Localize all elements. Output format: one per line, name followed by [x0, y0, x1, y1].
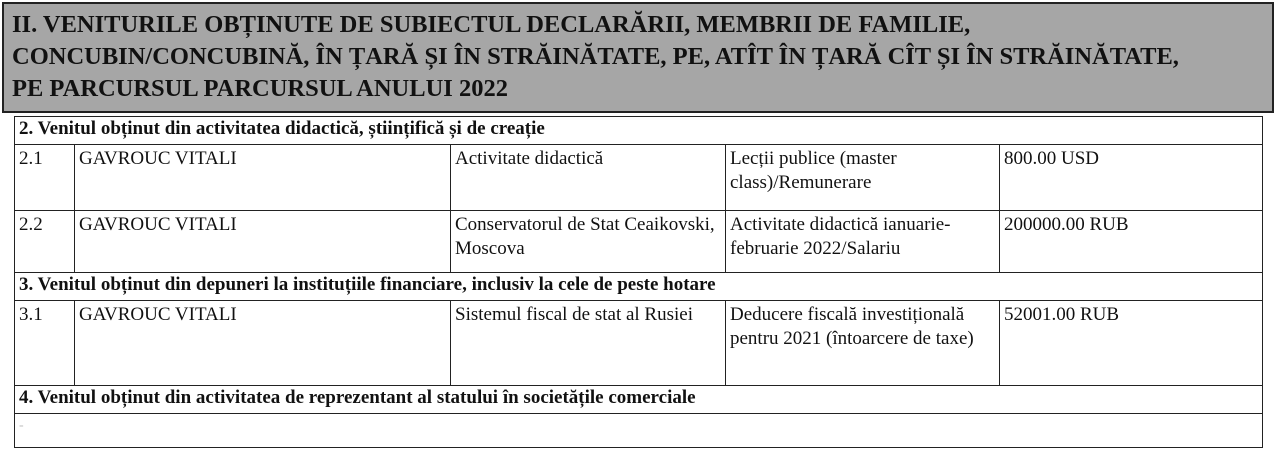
income-source: Conservatorul de Stat Ceaikovski, Moscova: [451, 211, 726, 273]
section-title-line-2: CONCUBIN/CONCUBINĂ, ÎN ȚARĂ ȘI ÎN STRĂINĂTATE, PE, ATÎT ÎN ȚARĂ CÎT ȘI ÎN STRĂINĂTATE,: [12, 43, 1179, 70]
person-name: GAVROUC VITALI: [75, 211, 451, 273]
income-description: Activitate didactică ianuarie-februarie 2022/Salariu: [726, 211, 1000, 273]
table-row: [15, 301, 1263, 386]
person-name: GAVROUC VITALI: [75, 301, 451, 386]
income-description: Lecții publice (master class)/Remunerare: [726, 145, 1000, 211]
income-amount: 200000.00 RUB: [1000, 211, 1263, 273]
row-number: 2.2: [15, 211, 75, 273]
person-name: GAVROUC VITALI: [75, 145, 451, 211]
empty-value: -: [15, 414, 1263, 448]
income-source: Sistemul fiscal de stat al Rusiei: [451, 301, 726, 386]
income-description: Deducere fiscală investițională pentru 2021 (întoarcere de taxe): [726, 301, 1000, 386]
section-row: [15, 117, 1263, 145]
table-row: [15, 211, 1263, 273]
income-amount: 800.00 USD: [1000, 145, 1263, 211]
section-title-line-3: PE PARCURSUL PARCURSUL ANULUI 2022: [12, 75, 508, 102]
income-table: [14, 116, 1263, 448]
income-amount: 52001.00 RUB: [1000, 301, 1263, 386]
section-3-title: 3. Venitul obținut din depuneri la instituțiile financiare, inclusiv la cele de peste hotare: [15, 273, 1263, 301]
empty-row: [15, 414, 1263, 448]
section-4-title: 4. Venitul obținut din activitatea de reprezentant al statului în societățile comerciale: [15, 386, 1263, 414]
section-header: [2, 2, 1274, 113]
section-2-title: 2. Venitul obținut din activitatea didactică, științifică și de creație: [15, 117, 1263, 145]
row-number: 2.1: [15, 145, 75, 211]
section-title-line-1: II. VENITURILE OBȚINUTE DE SUBIECTUL DECLARĂRII, MEMBRII DE FAMILIE,: [12, 11, 971, 38]
row-number: 3.1: [15, 301, 75, 386]
section-row: [15, 273, 1263, 301]
table-row: [15, 145, 1263, 211]
section-row: [15, 386, 1263, 414]
income-source: Activitate didactică: [451, 145, 726, 211]
